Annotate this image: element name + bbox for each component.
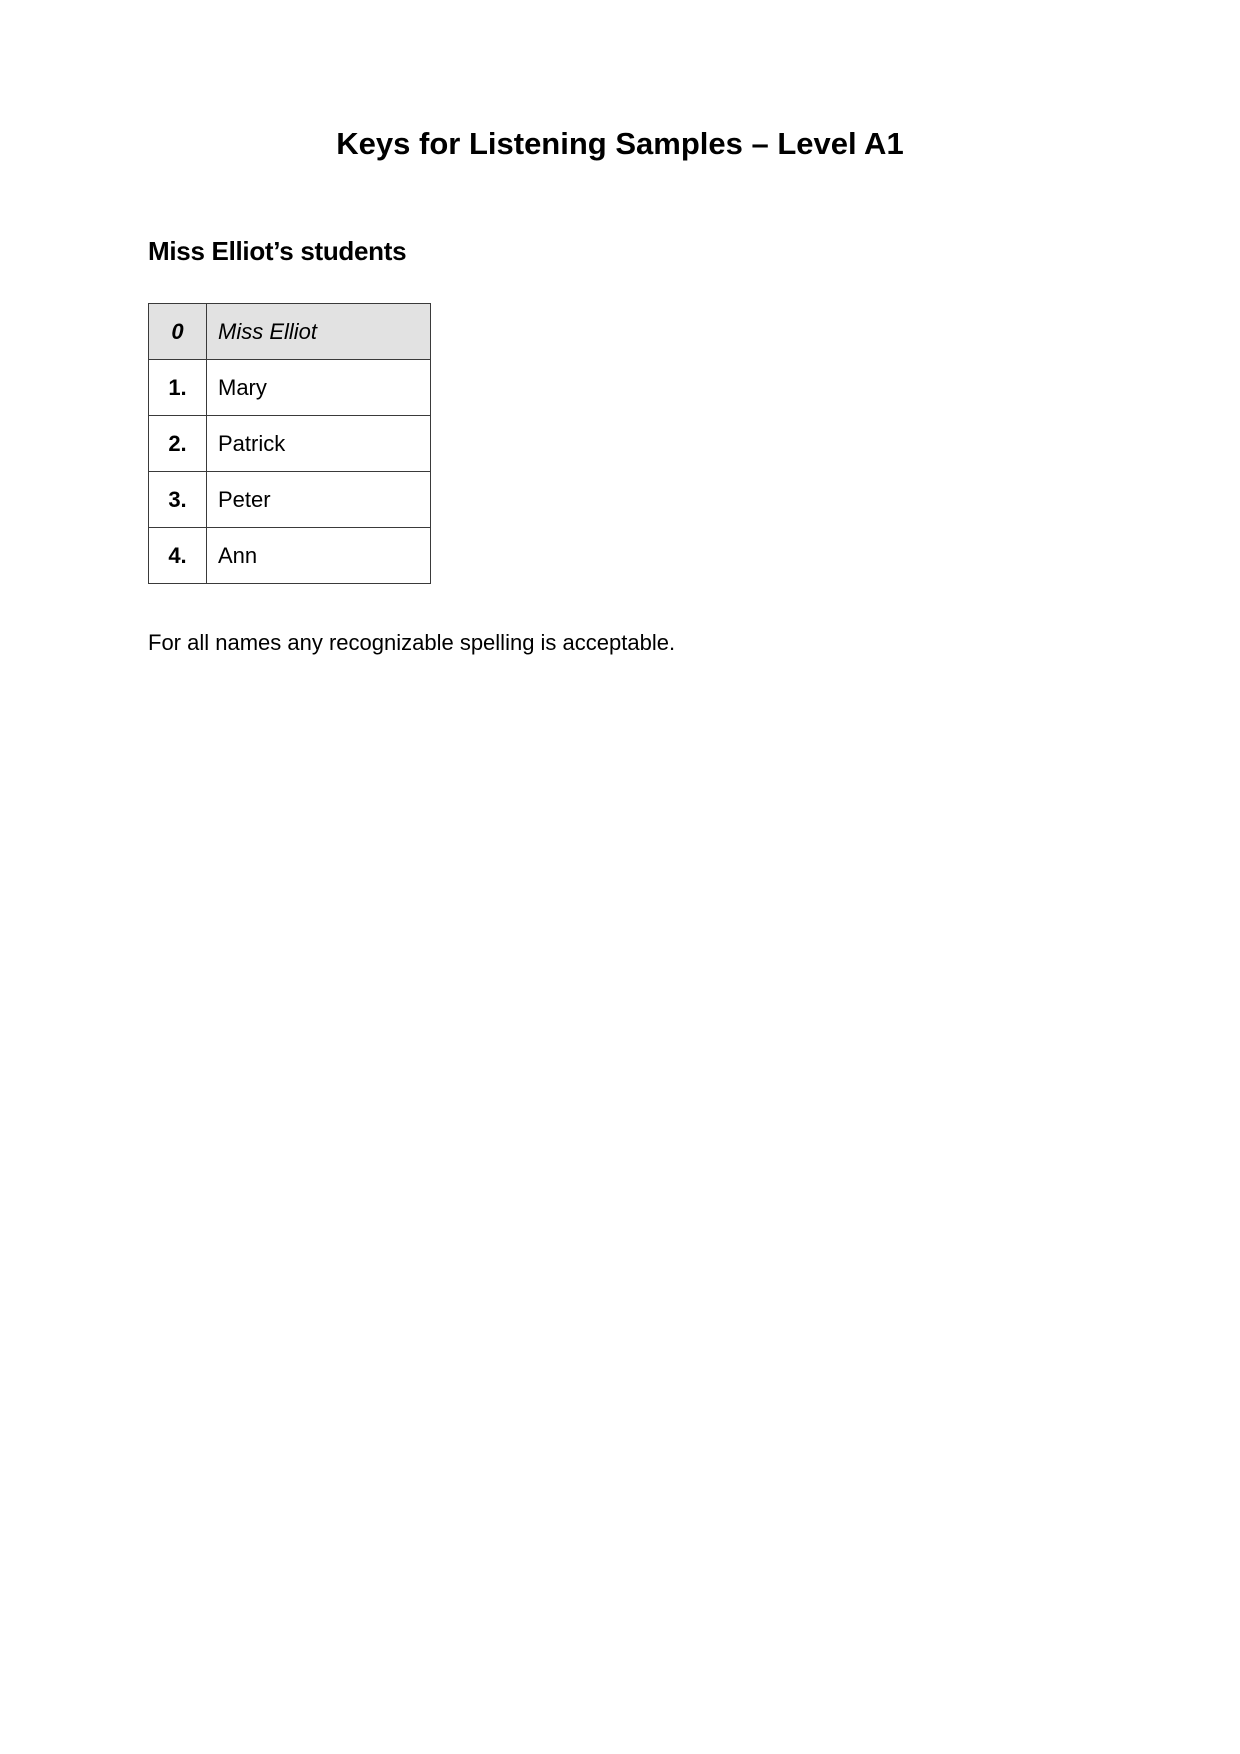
table-row bbox=[149, 416, 431, 472]
item-answer: Patrick bbox=[207, 416, 431, 472]
table-row bbox=[149, 472, 431, 528]
table-row bbox=[149, 360, 431, 416]
item-answer: Peter bbox=[207, 472, 431, 528]
section-heading: Miss Elliot’s students bbox=[148, 236, 407, 266]
item-answer: Mary bbox=[207, 360, 431, 416]
answer-key-table bbox=[148, 303, 431, 584]
item-number: 0 bbox=[149, 304, 207, 360]
item-number: 2. bbox=[149, 416, 207, 472]
table-row bbox=[149, 528, 431, 584]
table-row-example bbox=[149, 304, 431, 360]
item-answer: Ann bbox=[207, 528, 431, 584]
item-number: 3. bbox=[149, 472, 207, 528]
item-number: 4. bbox=[149, 528, 207, 584]
item-number: 1. bbox=[149, 360, 207, 416]
page-title: Keys for Listening Samples – Level A1 bbox=[336, 126, 904, 161]
item-answer: Miss Elliot bbox=[207, 304, 431, 360]
spelling-note: For all names any recognizable spelling is acceptable. bbox=[148, 630, 676, 655]
